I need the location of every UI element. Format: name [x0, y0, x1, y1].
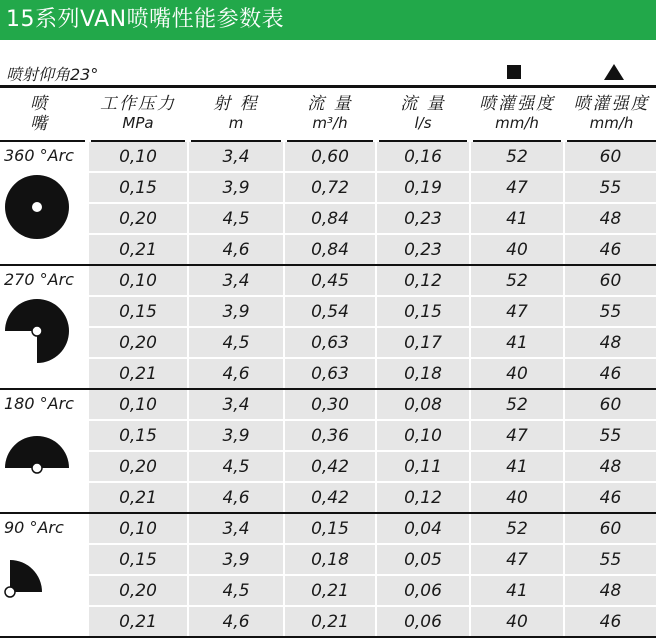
- table-row: [0, 358, 656, 389]
- three-quarter-circle-icon: [4, 298, 70, 368]
- table-row: [0, 575, 656, 606]
- cell-radius: 4,6: [188, 606, 284, 637]
- cell-precip-triangle: 55: [564, 172, 656, 203]
- cell-flow-ls: 0,10: [376, 420, 470, 451]
- table-row: [0, 451, 656, 482]
- cell-precip-square: 40: [470, 482, 564, 513]
- nozzle-cell: [0, 141, 88, 265]
- cell-flow-m3h: 0,30: [284, 389, 376, 420]
- cell-radius: 3,9: [188, 420, 284, 451]
- cell-flow-m3h: 0,60: [284, 141, 376, 172]
- cell-precip-square: 40: [470, 606, 564, 637]
- cell-flow-ls: 0,17: [376, 327, 470, 358]
- nozzle-cell: [0, 513, 88, 637]
- cell-pressure: 0,21: [88, 606, 188, 637]
- spray-angle-label: 喷射仰角23°: [6, 65, 99, 84]
- table-row: [0, 606, 656, 637]
- cell-radius: 3,9: [188, 296, 284, 327]
- cell-flow-m3h: 0,21: [284, 606, 376, 637]
- cell-precip-square: 47: [470, 420, 564, 451]
- table-row: [0, 172, 656, 203]
- cell-precip-square: 47: [470, 296, 564, 327]
- cell-precip-triangle: 46: [564, 482, 656, 513]
- cell-flow-ls: 0,06: [376, 606, 470, 637]
- cell-precip-triangle: 48: [564, 451, 656, 482]
- cell-radius: 4,5: [188, 575, 284, 606]
- cell-precip-triangle: 55: [564, 420, 656, 451]
- cell-pressure: 0,15: [88, 172, 188, 203]
- table-row: [0, 296, 656, 327]
- header-radius-unit: m: [228, 114, 244, 132]
- cell-precip-square: 41: [470, 327, 564, 358]
- cell-precip-triangle: 46: [564, 606, 656, 637]
- cell-precip-square: 47: [470, 172, 564, 203]
- cell-flow-ls: 0,06: [376, 575, 470, 606]
- cell-precip-triangle: 55: [564, 544, 656, 575]
- cell-flow-m3h: 0,18: [284, 544, 376, 575]
- cell-flow-ls: 0,18: [376, 358, 470, 389]
- cell-pressure: 0,15: [88, 544, 188, 575]
- header-pressure-unit: MPa: [122, 114, 154, 132]
- header-precip-square-label: 喷灌强度: [479, 94, 555, 114]
- cell-flow-m3h: 0,36: [284, 420, 376, 451]
- cell-flow-ls: 0,12: [376, 265, 470, 296]
- cell-pressure: 0,10: [88, 141, 188, 172]
- header-flow-m3h-unit: m³/h: [312, 114, 348, 132]
- cell-precip-triangle: 46: [564, 234, 656, 265]
- cell-flow-m3h: 0,84: [284, 203, 376, 234]
- cell-precip-square: 41: [470, 451, 564, 482]
- cell-flow-ls: 0,19: [376, 172, 470, 203]
- cell-flow-ls: 0,08: [376, 389, 470, 420]
- table-row: [0, 420, 656, 451]
- cell-precip-square: 52: [470, 513, 564, 544]
- cell-pressure: 0,10: [88, 265, 188, 296]
- header-flow-ls-unit: l/s: [414, 114, 432, 132]
- table-row: [0, 389, 656, 420]
- cell-precip-triangle: 48: [564, 575, 656, 606]
- header-radius-label: 射 程: [213, 94, 259, 114]
- quarter-circle-icon: [4, 554, 48, 602]
- header-flow-ls-label: 流 量: [400, 94, 446, 114]
- cell-flow-ls: 0,12: [376, 482, 470, 513]
- table-row: [0, 513, 656, 544]
- cell-flow-m3h: 0,45: [284, 265, 376, 296]
- table-row: [0, 327, 656, 358]
- cell-precip-square: 52: [470, 265, 564, 296]
- arc-label: 90 °Arc: [4, 518, 64, 537]
- cell-precip-square: 41: [470, 575, 564, 606]
- cell-flow-m3h: 0,54: [284, 296, 376, 327]
- cell-radius: 3,4: [188, 389, 284, 420]
- header-precip-square-unit: mm/h: [495, 114, 539, 132]
- cell-radius: 3,4: [188, 513, 284, 544]
- nozzle-cell: [0, 389, 88, 513]
- table-row: [0, 234, 656, 265]
- header-flow-m3h-label: 流 量: [307, 94, 353, 114]
- cell-pressure: 0,15: [88, 420, 188, 451]
- cell-flow-ls: 0,05: [376, 544, 470, 575]
- header-pressure: [88, 88, 188, 141]
- cell-radius: 3,4: [188, 265, 284, 296]
- cell-precip-square: 41: [470, 203, 564, 234]
- cell-flow-ls: 0,23: [376, 203, 470, 234]
- cell-flow-m3h: 0,63: [284, 327, 376, 358]
- cell-pressure: 0,10: [88, 389, 188, 420]
- cell-flow-ls: 0,11: [376, 451, 470, 482]
- cell-pressure: 0,20: [88, 327, 188, 358]
- cell-flow-ls: 0,15: [376, 296, 470, 327]
- header-precip-triangle: [564, 88, 656, 141]
- cell-precip-square: 40: [470, 234, 564, 265]
- cell-flow-m3h: 0,42: [284, 482, 376, 513]
- cell-radius: 4,6: [188, 358, 284, 389]
- cell-precip-triangle: 60: [564, 389, 656, 420]
- cell-pressure: 0,20: [88, 575, 188, 606]
- cell-radius: 3,9: [188, 544, 284, 575]
- arc-label: 360 °Arc: [4, 146, 74, 165]
- table-row: [0, 141, 656, 172]
- cell-flow-m3h: 0,15: [284, 513, 376, 544]
- cell-pressure: 0,21: [88, 234, 188, 265]
- cell-flow-ls: 0,23: [376, 234, 470, 265]
- cell-precip-square: 47: [470, 544, 564, 575]
- cell-pressure: 0,20: [88, 203, 188, 234]
- cell-pressure: 0,21: [88, 482, 188, 513]
- nozzle-cell: [0, 265, 88, 389]
- header-flow-ls: [376, 88, 470, 141]
- cell-flow-m3h: 0,84: [284, 234, 376, 265]
- arc-label: 270 °Arc: [4, 270, 74, 289]
- cell-pressure: 0,20: [88, 451, 188, 482]
- page-title: 15系列VAN喷嘴性能参数表: [0, 0, 656, 40]
- performance-table: [0, 88, 656, 638]
- header-nozzle-label: 喷 嘴: [30, 94, 61, 134]
- cell-radius: 3,9: [188, 172, 284, 203]
- cell-precip-square: 40: [470, 358, 564, 389]
- header-flow-m3h: [284, 88, 376, 141]
- cell-precip-triangle: 60: [564, 513, 656, 544]
- cell-precip-triangle: 60: [564, 141, 656, 172]
- table-row: [0, 544, 656, 575]
- table-body: [0, 141, 656, 637]
- header-nozzle: [0, 88, 88, 141]
- cell-flow-m3h: 0,42: [284, 451, 376, 482]
- table-row: [0, 203, 656, 234]
- header-precip-triangle-label: 喷灌强度: [573, 94, 650, 114]
- cell-radius: 4,6: [188, 234, 284, 265]
- triangle-spacing-icon: [604, 64, 624, 80]
- cell-radius: 3,4: [188, 141, 284, 172]
- cell-precip-triangle: 55: [564, 296, 656, 327]
- cell-pressure: 0,10: [88, 513, 188, 544]
- cell-precip-triangle: 60: [564, 265, 656, 296]
- header-radius: [188, 88, 284, 141]
- cell-radius: 4,6: [188, 482, 284, 513]
- cell-precip-square: 52: [470, 389, 564, 420]
- header-precip-triangle-unit: mm/h: [589, 114, 634, 132]
- half-circle-icon: [4, 434, 70, 478]
- cell-radius: 4,5: [188, 327, 284, 358]
- square-spacing-icon: [507, 65, 521, 79]
- cell-radius: 4,5: [188, 203, 284, 234]
- cell-pressure: 0,21: [88, 358, 188, 389]
- header-precip-square: [470, 88, 564, 141]
- full-circle-icon: [4, 174, 70, 244]
- arc-label: 180 °Arc: [4, 394, 74, 413]
- table-header-row: [0, 88, 656, 141]
- cell-radius: 4,5: [188, 451, 284, 482]
- cell-flow-m3h: 0,63: [284, 358, 376, 389]
- cell-precip-triangle: 46: [564, 358, 656, 389]
- table-row: [0, 482, 656, 513]
- cell-flow-m3h: 0,21: [284, 575, 376, 606]
- header-pressure-label: 工作压力: [100, 94, 176, 114]
- cell-precip-square: 52: [470, 141, 564, 172]
- table-row: [0, 265, 656, 296]
- cell-pressure: 0,15: [88, 296, 188, 327]
- cell-flow-m3h: 0,72: [284, 172, 376, 203]
- cell-precip-triangle: 48: [564, 203, 656, 234]
- cell-precip-triangle: 48: [564, 327, 656, 358]
- cell-flow-ls: 0,04: [376, 513, 470, 544]
- cell-flow-ls: 0,16: [376, 141, 470, 172]
